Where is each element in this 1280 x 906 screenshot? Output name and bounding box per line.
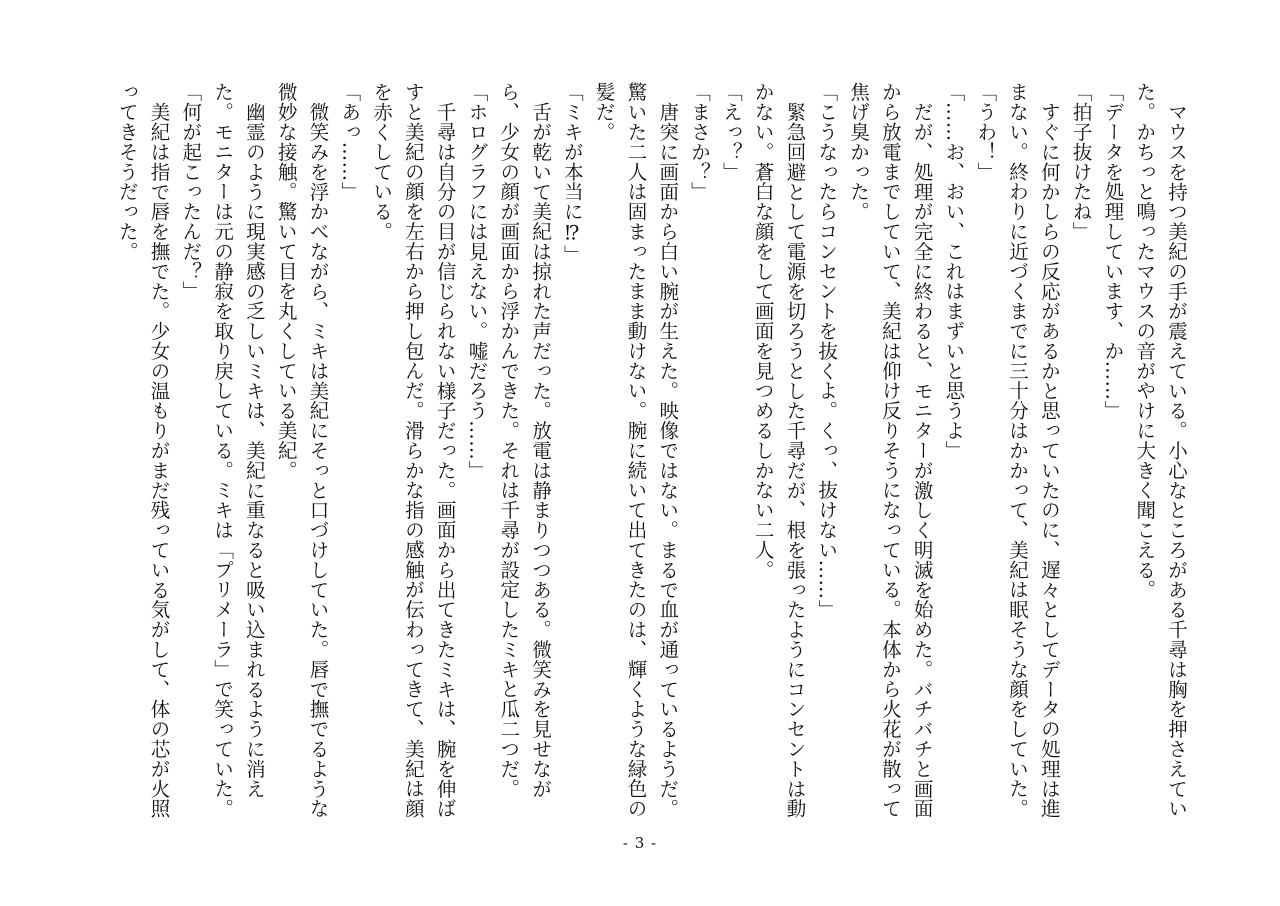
paragraph: だが、処理が完全に終わると、モニターが激しく明滅を始めた。バチバチと画面から放電までしていて、美紀は仰け反りそうになっている。本体から火花が散って焦げ臭かった。	[847, 82, 934, 819]
paragraph: 幽霊のように現実感の乏しいミキは、美紀に重なると吸い込まれるように消えた。モニターは元の静寂を取り戻している。ミキは「プリメーラ」で笑っていた。	[211, 82, 266, 819]
paragraph: 「こうなったらコンセントを抜くよ。くっ、抜けない……」	[815, 82, 839, 620]
paragraph: マウスを持つ美紀の手が震えている。小心なところがある千尋は胸を押さえていた。かちっと鳴ったマウスの音がやけに大きく聞こえる。	[1133, 82, 1188, 818]
paragraph: 唐突に画面から白い腕が生えた。映像ではない。まるで血が通っているようだ。驚いた二人は固まったまま動けない。腕に続いて出てきたのは、輝くような緑色の髪だ。	[592, 82, 680, 819]
paragraph: 美紀は指で唇を撫でた。少女の温もりがまだ残っている気がして、体の芯が火照ってきそうだった。	[115, 82, 171, 818]
paragraph: 「データを処理しています、か……」	[1101, 82, 1125, 421]
paragraph: 「……お、おい、これはまずいと思うよ」	[942, 82, 966, 461]
paragraph: 「ホログラフには見えない。嘘だろう……」	[465, 82, 489, 480]
paragraph: 「うわ！」	[974, 82, 998, 182]
paragraph: 微笑みを浮かべながら、ミキは美紀にそっと口づけしていた。唇で撫でるような微妙な接触。驚いて目を丸くしている美紀。	[274, 82, 330, 818]
paragraph: 「拍子抜けたね」	[1069, 82, 1093, 242]
vertical-text-body	[115, 82, 1192, 822]
paragraph: すぐに何かしらの反応があるかと思っていたのに、遅々としてデータの処理は進まない。終わりに近づくまでに三十分はかかって、美紀は眠そうな顔をしていた。	[1006, 82, 1061, 819]
paragraph: 「えっ？」	[719, 82, 743, 182]
paragraph: 舌が乾いて美紀は掠れた声だった。放電は静まりつつある。微笑みを見せながら、少女の顔が画面から浮かんできた。それは千尋が設定したミキと瓜二つだ。	[497, 82, 553, 799]
paragraph: 「ミキが本当に⁉」	[560, 82, 584, 265]
paragraph: 緊急回避として電源を切ろうとした千尋だが、根を張ったようにコンセントは動かない。蒼白な顔をして画面を見つめるしかない二人。	[751, 82, 807, 818]
paragraph: 「あっ……」	[338, 82, 362, 202]
page-number: - 3 -	[622, 834, 658, 852]
paragraph: 千尋は自分の目が信じられない様子だった。画面から出てきたミキは、腕を伸ばすと美紀の顔を左右から押し包んだ。滑らかな指の感触が伝わってきて、美紀は顔を赤くしている。	[370, 82, 457, 819]
paragraph: 「まさか？」	[688, 82, 712, 202]
paragraph: 「何が起こったんだ？」	[179, 82, 203, 301]
